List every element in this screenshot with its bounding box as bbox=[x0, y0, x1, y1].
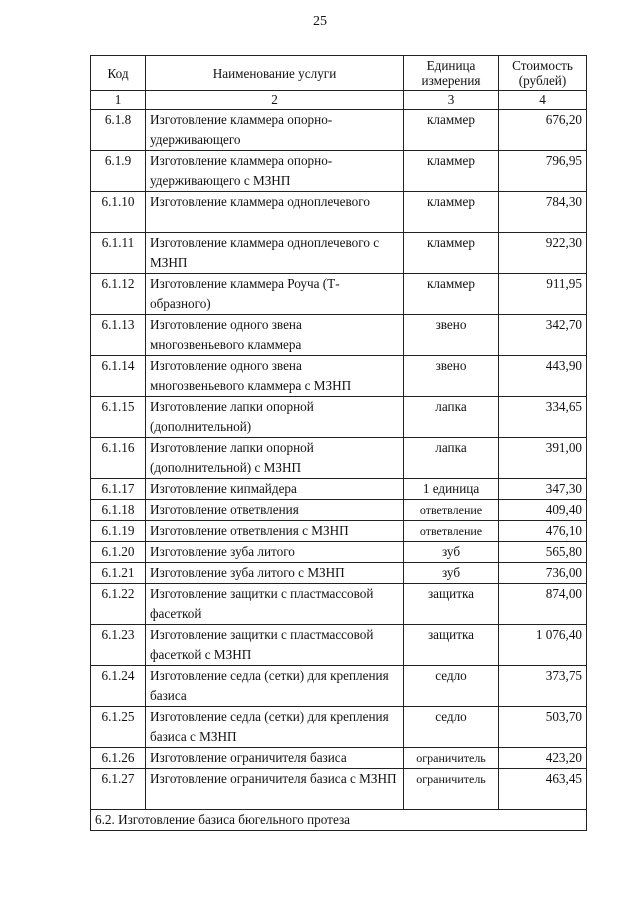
service-name: Изготовление кипмайдера bbox=[146, 479, 404, 500]
service-code: 6.1.23 bbox=[91, 625, 146, 666]
service-name: Изготовление защитки с пластмассовой фасеткой bbox=[146, 584, 404, 625]
service-cost: 342,70 bbox=[499, 315, 587, 356]
service-cost: 1 076,40 bbox=[499, 625, 587, 666]
service-code: 6.1.25 bbox=[91, 707, 146, 748]
service-name: Изготовление ответвления с МЗНП bbox=[146, 521, 404, 542]
column-number: 1 bbox=[91, 91, 146, 110]
service-name: Изготовление ограничителя базиса bbox=[146, 748, 404, 769]
service-unit: 1 единица bbox=[404, 479, 499, 500]
service-unit: кламмер bbox=[404, 110, 499, 151]
service-code: 6.1.24 bbox=[91, 666, 146, 707]
service-cost: 796,95 bbox=[499, 151, 587, 192]
service-unit: защитка bbox=[404, 625, 499, 666]
service-code: 6.1.13 bbox=[91, 315, 146, 356]
service-name: Изготовление зуба литого с МЗНП bbox=[146, 563, 404, 584]
header-code: Код bbox=[91, 56, 146, 91]
service-unit: звено bbox=[404, 356, 499, 397]
service-name: Изготовление защитки с пластмассовой фасеткой с МЗНП bbox=[146, 625, 404, 666]
column-number-row bbox=[91, 91, 587, 110]
service-unit: ответвление bbox=[404, 521, 499, 542]
service-cost: 423,20 bbox=[499, 748, 587, 769]
service-name: Изготовление ограничителя базиса с МЗНП bbox=[146, 769, 404, 810]
table-row bbox=[91, 479, 587, 500]
column-number: 2 bbox=[146, 91, 404, 110]
service-code: 6.1.9 bbox=[91, 151, 146, 192]
table-header-row bbox=[91, 56, 587, 91]
service-cost: 373,75 bbox=[499, 666, 587, 707]
service-unit: зуб bbox=[404, 542, 499, 563]
service-unit: кламмер bbox=[404, 274, 499, 315]
service-unit: ответвление bbox=[404, 500, 499, 521]
service-name: Изготовление кламмера одноплечевого с МЗНП bbox=[146, 233, 404, 274]
service-unit: седло bbox=[404, 666, 499, 707]
service-unit: ограничитель bbox=[404, 769, 499, 810]
service-code: 6.1.21 bbox=[91, 563, 146, 584]
service-unit: кламмер bbox=[404, 233, 499, 274]
service-code: 6.1.12 bbox=[91, 274, 146, 315]
service-name: Изготовление кламмера одноплечевого bbox=[146, 192, 404, 233]
service-cost: 784,30 bbox=[499, 192, 587, 233]
service-unit: зуб bbox=[404, 563, 499, 584]
table-row bbox=[91, 769, 587, 810]
service-name: Изготовление лапки опорной (дополнительной) с МЗНП bbox=[146, 438, 404, 479]
section-heading: 6.2. Изготовление базиса бюгельного протеза bbox=[91, 810, 587, 831]
column-number: 4 bbox=[499, 91, 587, 110]
service-code: 6.1.15 bbox=[91, 397, 146, 438]
table-row bbox=[91, 110, 587, 151]
page-number: 25 bbox=[313, 14, 327, 29]
table-row bbox=[91, 748, 587, 769]
service-cost: 503,70 bbox=[499, 707, 587, 748]
service-code: 6.1.26 bbox=[91, 748, 146, 769]
service-code: 6.1.11 bbox=[91, 233, 146, 274]
service-code: 6.1.14 bbox=[91, 356, 146, 397]
service-code: 6.1.27 bbox=[91, 769, 146, 810]
service-name: Изготовление зуба литого bbox=[146, 542, 404, 563]
table-row bbox=[91, 315, 587, 356]
service-unit: лапка bbox=[404, 438, 499, 479]
table-row bbox=[91, 563, 587, 584]
section-row bbox=[91, 810, 587, 831]
column-number: 3 bbox=[404, 91, 499, 110]
table-row bbox=[91, 151, 587, 192]
table-row bbox=[91, 192, 587, 233]
service-code: 6.1.20 bbox=[91, 542, 146, 563]
service-code: 6.1.22 bbox=[91, 584, 146, 625]
service-name: Изготовление кламмера опорно-удерживающего с МЗНП bbox=[146, 151, 404, 192]
service-name: Изготовление лапки опорной (дополнительной) bbox=[146, 397, 404, 438]
service-code: 6.1.10 bbox=[91, 192, 146, 233]
service-unit: лапка bbox=[404, 397, 499, 438]
service-code: 6.1.17 bbox=[91, 479, 146, 500]
service-cost: 334,65 bbox=[499, 397, 587, 438]
service-unit: звено bbox=[404, 315, 499, 356]
table-row bbox=[91, 274, 587, 315]
service-code: 6.1.16 bbox=[91, 438, 146, 479]
service-name: Изготовление одного звена многозвеньевого кламмера с МЗНП bbox=[146, 356, 404, 397]
table-row bbox=[91, 707, 587, 748]
service-cost: 874,00 bbox=[499, 584, 587, 625]
service-name: Изготовление ответвления bbox=[146, 500, 404, 521]
service-cost: 443,90 bbox=[499, 356, 587, 397]
table-row bbox=[91, 500, 587, 521]
header-cost: Стоимость (рублей) bbox=[499, 56, 587, 91]
service-cost: 676,20 bbox=[499, 110, 587, 151]
table-row bbox=[91, 542, 587, 563]
table-row bbox=[91, 521, 587, 542]
service-code: 6.1.8 bbox=[91, 110, 146, 151]
table-row bbox=[91, 666, 587, 707]
service-name: Изготовление кламмера опорно-удерживающего bbox=[146, 110, 404, 151]
service-code: 6.1.19 bbox=[91, 521, 146, 542]
service-cost: 922,30 bbox=[499, 233, 587, 274]
service-unit: защитка bbox=[404, 584, 499, 625]
service-name: Изготовление одного звена многозвеньевого кламмера bbox=[146, 315, 404, 356]
service-unit: ограничитель bbox=[404, 748, 499, 769]
header-name: Наименование услуги bbox=[146, 56, 404, 91]
table-row bbox=[91, 438, 587, 479]
header-unit: Единица измерения bbox=[404, 56, 499, 91]
service-name: Изготовление седла (сетки) для крепления базиса bbox=[146, 666, 404, 707]
service-cost: 476,10 bbox=[499, 521, 587, 542]
service-cost: 463,45 bbox=[499, 769, 587, 810]
service-unit: кламмер bbox=[404, 192, 499, 233]
table-row bbox=[91, 356, 587, 397]
service-cost: 911,95 bbox=[499, 274, 587, 315]
table-row bbox=[91, 397, 587, 438]
table-row bbox=[91, 584, 587, 625]
service-unit: седло bbox=[404, 707, 499, 748]
service-cost: 347,30 bbox=[499, 479, 587, 500]
table-row bbox=[91, 625, 587, 666]
service-cost: 391,00 bbox=[499, 438, 587, 479]
price-table bbox=[90, 55, 587, 831]
service-cost: 409,40 bbox=[499, 500, 587, 521]
service-name: Изготовление кламмера Роуча (Т-образного) bbox=[146, 274, 404, 315]
service-unit: кламмер bbox=[404, 151, 499, 192]
service-cost: 736,00 bbox=[499, 563, 587, 584]
service-cost: 565,80 bbox=[499, 542, 587, 563]
service-name: Изготовление седла (сетки) для крепления базиса с МЗНП bbox=[146, 707, 404, 748]
service-code: 6.1.18 bbox=[91, 500, 146, 521]
table-row bbox=[91, 233, 587, 274]
